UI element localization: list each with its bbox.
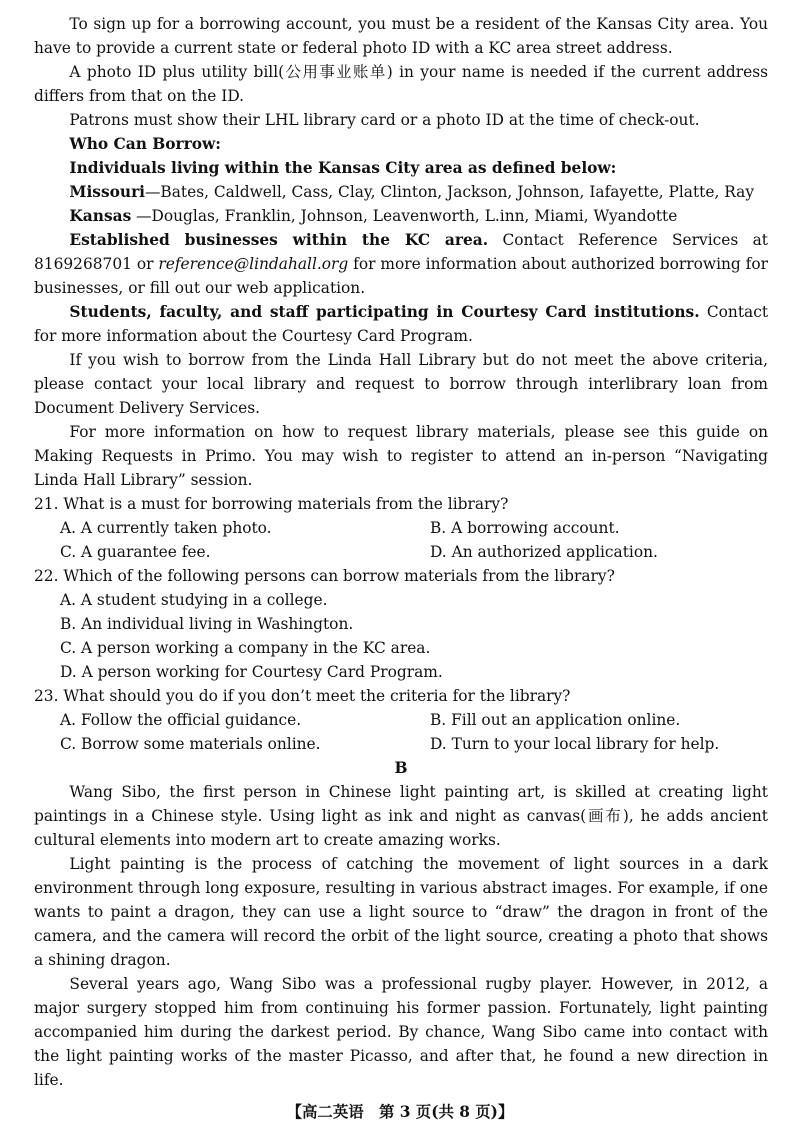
question-22-option-d: D. A person working for Courtesy Card Program. <box>60 663 443 681</box>
missouri-counties <box>34 180 768 204</box>
passage-b-paragraph-2: Light painting is the process of catching the movement of light sources in a dark environment through long exposure, resulting in various abstract images. For example, if one wants to paint a dragon, they can use a light source to “draw” the dragon in front of the camera, and the camera will record the orbit of the light source, creating a photo that shows a shining dragon. <box>34 855 768 969</box>
passage-a-paragraph-1: To sign up for a borrowing account, you must be a resident of the Kansas City area. You have to provide a current state or federal photo ID with a KC area street address. <box>34 15 768 57</box>
individuals-heading: Individuals living within the Kansas City area as defined below: <box>69 159 617 177</box>
question-21-options-row-2 <box>34 540 768 564</box>
reference-email: reference@lindahall.org <box>158 255 349 273</box>
question-21-stem: 21. What is a must for borrowing materials from the library? <box>34 495 509 513</box>
question-23-option-b: B. Fill out an application online. <box>430 711 681 729</box>
kansas-counties <box>34 204 768 228</box>
businesses-text-1: Contact Reference Services at 8169268701 or <box>34 231 768 273</box>
passage-b-paragraph-1: Wang Sibo, the first person in Chinese light painting art, is skilled at creating light paintings in a Chinese style. Using light as ink and night as canvas(画布), he adds ancient cultural elements into modern art to create amazing works. <box>34 783 768 849</box>
question-22-option-b: B. An individual living in Washington. <box>60 615 354 633</box>
kansas-list: —Douglas, Franklin, Johnson, Leavenworth, L.inn, Miami, Wyandotte <box>131 207 678 225</box>
question-22-option-c: C. A person working a company in the KC area. <box>60 639 431 657</box>
question-23-option-d: D. Turn to your local library for help. <box>430 735 720 753</box>
question-22-option-a: A. A student studying in a college. <box>60 591 328 609</box>
businesses-text-2: for more information about authorized borrowing for businesses, or fill out our web application. <box>34 255 769 297</box>
question-23-option-c: C. Borrow some materials online. <box>60 735 321 753</box>
question-21-option-a: A. A currently taken photo. <box>60 519 272 537</box>
page-footer: 【高二英语 第 3 页(共 8 页)】 <box>286 1103 514 1121</box>
businesses-paragraph <box>34 228 768 300</box>
question-23-options-row-2 <box>34 732 768 756</box>
businesses-heading: Established businesses within the KC area. <box>69 231 489 249</box>
question-21-option-d: D. An authorized application. <box>430 543 658 561</box>
question-23-option-a: A. Follow the official guidance. <box>60 711 302 729</box>
passage-a-paragraph-2: A photo ID plus utility bill(公用事业账单) in your name is needed if the current address differs from that on the ID. <box>34 63 768 105</box>
missouri-label: Missouri <box>69 183 146 201</box>
criteria-paragraph: If you wish to borrow from the Linda Hall Library but do not meet the above criteria, please contact your local library and request to borrow through interlibrary loan from Document Delivery Services. <box>34 351 768 417</box>
question-22-stem: 22. Which of the following persons can borrow materials from the library? <box>34 567 615 585</box>
exam-page <box>34 12 768 1092</box>
question-21-option-b: B. A borrowing account. <box>430 519 620 537</box>
students-text: Contact for more information about the Courtesy Card Program. <box>34 303 768 345</box>
missouri-list: —Bates, Caldwell, Cass, Clay, Clinton, Jackson, Johnson, Iafayette, Platte, Ray <box>145 183 755 201</box>
question-23-stem: 23. What should you do if you don’t meet the criteria for the library? <box>34 687 571 705</box>
kansas-label: Kansas <box>69 207 132 225</box>
passage-b-paragraph-3: Several years ago, Wang Sibo was a professional rugby player. However, in 2012, a major surgery stopped him from continuing his former passion. Fortunately, light painting accompanied him during the darkest period. By chance, Wang Sibo came into contact with the light painting works of the master Picasso, and after that, he found a new direction in life. <box>34 975 768 1089</box>
students-heading: Students, faculty, and staff participating in Courtesy Card institutions. <box>69 303 700 321</box>
more-info-paragraph: For more information on how to request library materials, please see this guide on Making Requests in Primo. You may wish to register to attend an in-person “Navigating Linda Hall Library” session. <box>34 423 768 489</box>
passage-b-heading: B <box>394 759 408 777</box>
question-21-option-c: C. A guarantee fee. <box>60 543 211 561</box>
students-paragraph <box>34 300 768 348</box>
passage-a-paragraph-3: Patrons must show their LHL library card or a photo ID at the time of check-out. <box>69 111 700 129</box>
who-can-borrow-heading: Who Can Borrow: <box>69 135 221 153</box>
question-21-options-row-1 <box>34 516 768 540</box>
question-23-options-row-1 <box>34 708 768 732</box>
